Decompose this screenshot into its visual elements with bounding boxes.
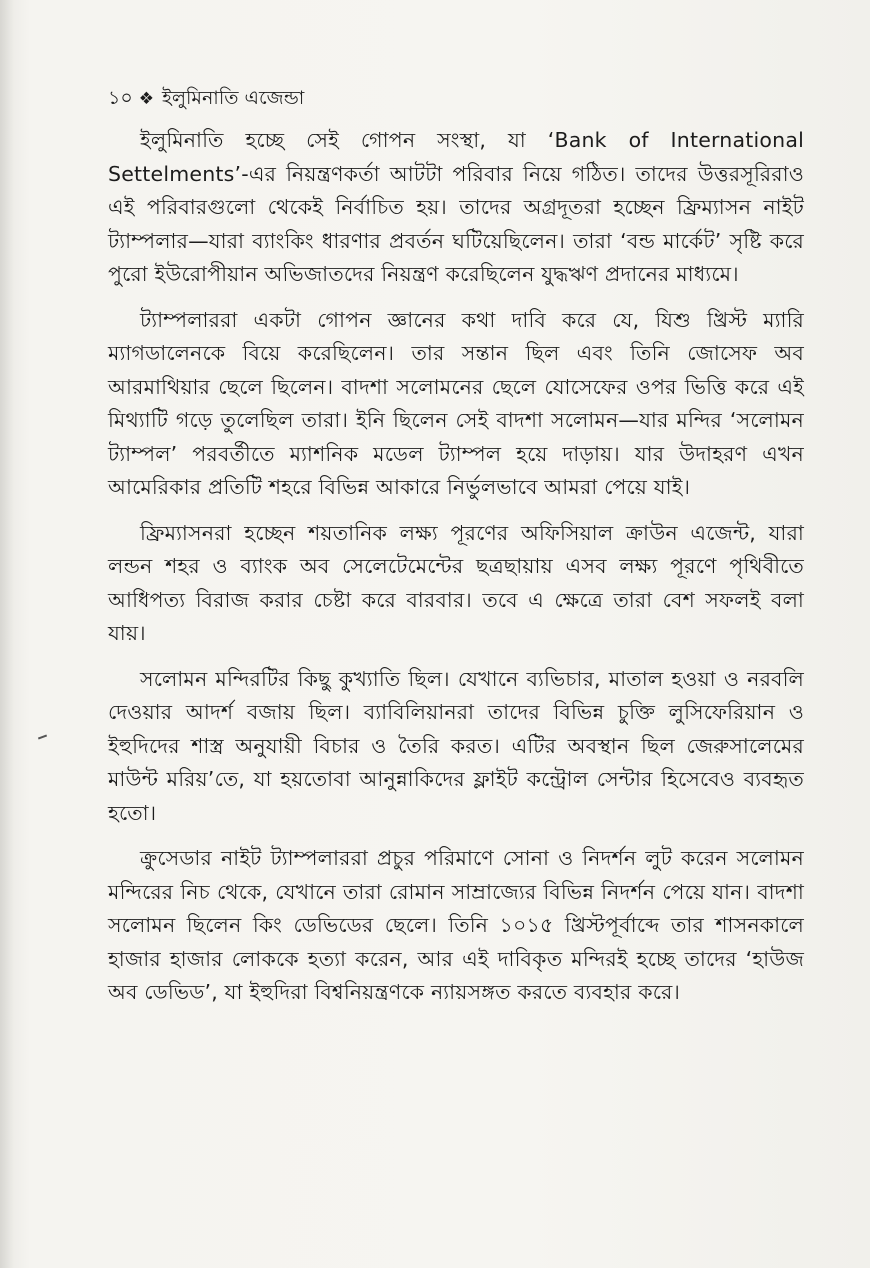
paragraph-4: সলোমন মন্দিরটির কিছু কুখ্যাতি ছিল। যেখানে ব্যভিচার, মাতাল হওয়া ও নরবলি দেওয়ার আদর্শ বজায় ছিল। ব্যাবিলিয়ানরা তাদের বিভিন্ন চুক্তি লুসিফেরিয়ান ও ইহুদিদের শাস্ত্র অনুযায়ী বিচার ও তৈরি করত। এটির অবস্থান ছিল জেরুসালেমের মাউন্ট মরিয়’তে, যা হয়তোবা আনুন্নাকিদের ফ্লাইট কন্ট্রোল সেন্টার হিসেবেও ব্যবহৃত হতো। [108,666,804,825]
paragraph-2: ট্যাম্পলাররা একটা গোপন জ্ঞানের কথা দাবি করে যে, যিশু খ্রিস্ট ম্যারি ম্যাগডালেনকে বিয়ে করেছিলেন। তার সন্তান ছিল এবং তিনি জোসেফ অব আরমাথিয়ার ছেলে ছিলেন। বাদশা সলোমনের ছেলে যোসেফের ওপর ভিত্তি করে এই মিথ্যাটি গড়ে তুলেছিল তারা। ইনি ছিলেন সেই বাদশা সলোমন—যার মন্দির ‘সলোমন ট্যাম্পল’ পরবর্তীতে ম্যাশনিক মডেল ট্যাম্পল হয়ে দাড়ায়। যার উদাহরণ এখন আমেরিকার প্রতিটি শহরে বিভিন্ন আকারে নির্ভুলভাবে আমরা পেয়ে যাই। [108,307,804,499]
paragraph-1: ইলুমিনাতি হচ্ছে সেই গোপন সংস্থা, যা ‘Bank of International Settelments’-এর নিয়ন্ত্রণকর্তা আটটা পরিবার নিয়ে গঠিত। তাদের উত্তরসূরিরাও এই পরিবারগুলো থেকেই নির্বাচিত হয়। তাদের অগ্রদূতরা হচ্ছেন ফ্রিম্যাসন নাইট ট্যাম্পলার—যারা ব্যাংকিং ধারণার প্রবর্তন ঘটিয়েছিলেন। তারা ‘বন্ড মার্কেট’ সৃষ্টি করে পুরো ইউরোপীয়ান অভিজাতদের নিয়ন্ত্রণ করেছিলেন যুদ্ধঋণ প্রদানের মাধ্যমে। [108,128,804,286]
paragraph-5: ক্রুসেডার নাইট ট্যাম্পলাররা প্রচুর পরিমাণে সোনা ও নিদর্শন লুট করেন সলোমন মন্দিরের নিচ থেকে, যেখানে তারা রোমান সাম্রাজ্যের বিভিন্ন নিদর্শন পেয়ে যান। বাদশা সলোমন ছিলেন কিং ডেভিডের ছেলে। তিনি ১০১৫ খ্রিস্টপূর্বাব্দে তার শাসনকালে হাজার হাজার লোককে হত্যা করেন, আর এই দাবিকৃত মন্দিরই হচ্ছে তাদের ‘হাউজ অব ডেভিড’, যা ইহুদিরা বিশ্বনিয়ন্ত্রণকে ন্যায়সঙ্গত করতে ব্যবহার করে। [108,846,804,1004]
body-text [108,124,804,1022]
page-number: ১০ [108,87,133,109]
running-header [108,86,304,111]
paragraph-3: ফ্রিম্যাসনরা হচ্ছেন শয়তানিক লক্ষ্য পূরণের অফিসিয়াল ক্রাউন এজেন্ট, যারা লন্ডন শহর ও ব্যাংক অব সেলেটেমেন্টের ছত্রছায়ায় এসব লক্ষ্য পূরণে পৃথিবীতে আধিপত্য বিরাজ করার চেষ্টা করে বারবার। তবে এ ক্ষেত্রে তারা বেশ সফলই বলা যায়। [108,520,804,645]
stray-pen-mark [38,735,47,740]
book-title: ইলুমিনাতি এজেন্ডা [161,87,305,109]
diamond-ornament-icon: ❖ [138,89,154,109]
page-edge-shadow [0,0,14,1268]
